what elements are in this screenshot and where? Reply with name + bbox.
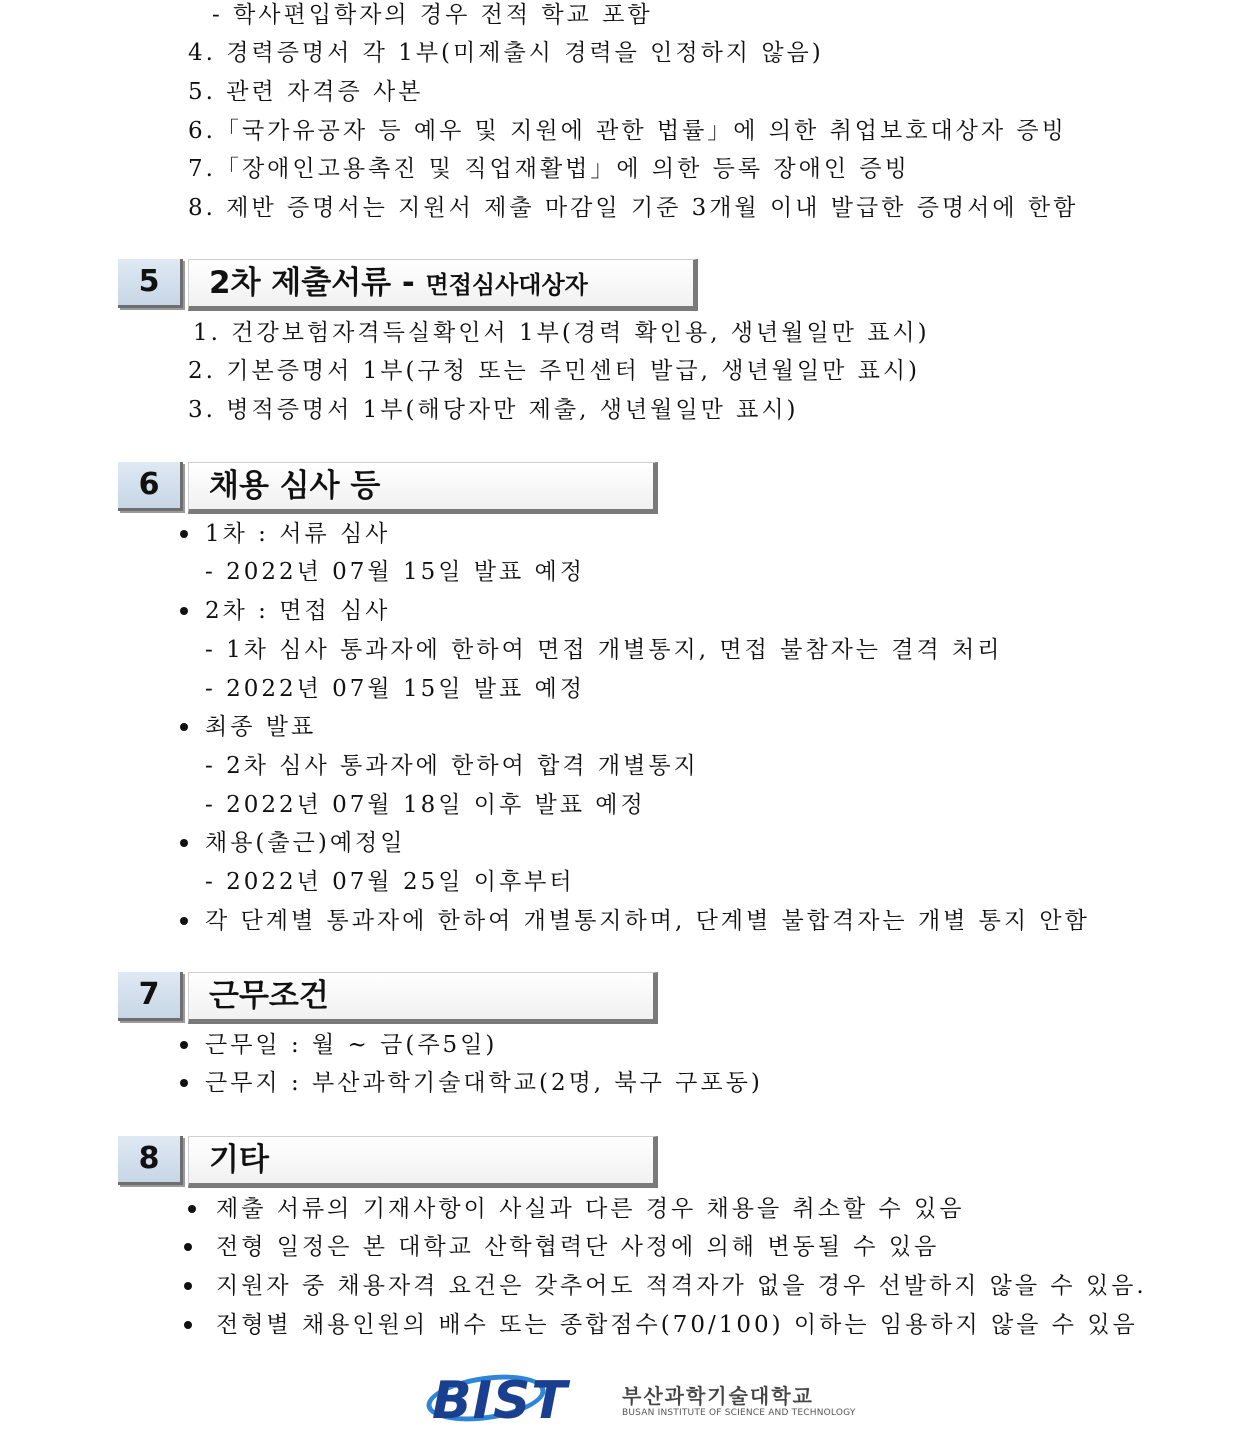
section-title: 채용 심사 등 [188,462,658,514]
list-item: 근무일 : 월 ~ 금(주5일) [205,1032,498,1058]
bullet-icon [188,1205,196,1213]
bullet-icon [184,1321,192,1329]
list-item: - 2022년 07월 25일 이후부터 [205,869,575,895]
bullet-icon [180,530,188,538]
section-title: 기타 [188,1136,658,1188]
logo-name-korean: 부산과학기술대학교 [622,1384,814,1408]
bullet-icon [180,1079,188,1087]
list-item: 전형 일정은 본 대학교 산학협력단 사정에 의해 변동될 수 있음 [216,1234,940,1260]
list-item: - 학사편입학자의 경우 전적 학교 포함 [212,2,653,28]
list-item: 지원자 중 채용자격 요건은 갖추어도 적격자가 없을 경우 선발하지 않을 수 있음. [216,1273,1147,1299]
bullet-icon [180,839,188,847]
list-item: 1차 : 서류 심사 [205,521,391,547]
list-item: - 2022년 07월 15일 발표 예정 [205,559,585,585]
list-item: 전형별 채용인원의 배수 또는 종합점수(70/100) 이하는 임용하지 않을 수 있음 [216,1312,1138,1338]
list-item: 4. 경력증명서 각 1부(미제출시 경력을 인정하지 않음) [188,40,824,66]
list-item: 제출 서류의 기재사항이 사실과 다른 경우 채용을 취소할 수 있음 [216,1196,965,1222]
section-number: 8 [118,1136,183,1185]
list-item: 채용(출근)예정일 [205,830,406,856]
bullet-icon [180,1041,188,1049]
list-item: 최종 발표 [205,714,317,740]
list-item: 3. 병적증명서 1부(해당자만 제출, 생년월일만 표시) [188,397,799,423]
list-item: 1. 건강보험자격득실확인서 1부(경력 확인용, 생년월일만 표시) [193,320,930,346]
university-logo [432,1371,856,1434]
list-item: - 1차 심사 통과자에 한하여 면접 개별통지, 면접 불참자는 결격 처리 [205,637,1003,663]
list-item: 각 단계별 통과자에 한하여 개별통지하며, 단계별 불합격자는 개별 통지 안함 [205,908,1090,934]
section-title [188,259,698,311]
list-item: 2. 기본증명서 1부(구청 또는 주민센터 발급, 생년월일만 표시) [188,358,921,384]
list-item: 5. 관련 자격증 사본 [188,79,424,105]
list-item: 6.「국가유공자 등 예우 및 지원에 관한 법률」에 의한 취업보호대상자 증빙 [188,118,1067,144]
section-number: 5 [118,259,183,308]
bullet-icon [180,917,188,925]
section-subtitle: 면접심사대상자 [425,271,588,299]
section-number: 6 [118,462,183,511]
list-item: 7.「장애인고용촉진 및 직업재활법」에 의한 등록 장애인 증빙 [188,156,910,182]
list-item: 근무지 : 부산과학기술대학교(2명, 북구 구포동) [205,1070,763,1096]
logo-name-english: BUSAN INSTITUTE OF SCIENCE AND TECHNOLOGY [622,1408,856,1418]
list-item: - 2차 심사 통과자에 한하여 합격 개별통지 [205,753,699,779]
section-number: 7 [118,972,183,1021]
bullet-icon [184,1282,192,1290]
list-item: - 2022년 07월 15일 발표 예정 [205,676,585,702]
list-item: - 2022년 07월 18일 이후 발표 예정 [205,792,646,818]
section-title: 근무조건 [188,972,658,1024]
list-item: 8. 제반 증명서는 지원서 제출 마감일 기준 3개월 이내 발급한 증명서에 한함 [188,195,1079,221]
section-title-text: 2차 제출서류 - [209,265,426,301]
list-item: 2차 : 면접 심사 [205,598,391,624]
bullet-icon [180,607,188,615]
bullet-icon [184,1243,192,1251]
logo-mark: BIST [432,1371,568,1431]
bullet-icon [180,723,188,731]
